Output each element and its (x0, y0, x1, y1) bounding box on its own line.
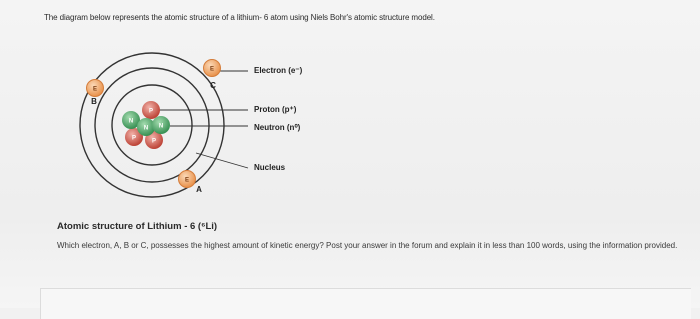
electron-c (204, 60, 221, 77)
electron-b (87, 80, 104, 97)
neutron-right (152, 116, 170, 134)
svg-text:N: N (143, 125, 149, 132)
electron-a-letter: E (184, 177, 190, 184)
answer-box[interactable] (40, 288, 691, 319)
shell-label-b: B (91, 97, 97, 106)
shell-label-c: C (210, 81, 216, 90)
electron-b-letter: E (92, 86, 98, 93)
svg-text:N: N (158, 123, 164, 130)
question-text: Which electron, A, B or C, possesses the highest amount of kinetic energy? Post your answer in the forum and explain it in less than 100 words, using the information provided. (57, 241, 678, 250)
proton-top (142, 101, 160, 119)
neutron-label: Neutron (n⁰) (254, 123, 301, 132)
electron-a (179, 171, 196, 188)
nucleus-label: Nucleus (254, 163, 286, 172)
nucleus (122, 101, 170, 149)
nucleus-leader-line (196, 153, 248, 168)
svg-text:P: P (151, 138, 157, 145)
electron-c-letter: E (209, 66, 215, 73)
intro-text: The diagram below represents the atomic structure of a lithium- 6 atom using Niels Bohr's atomic structure model. (44, 13, 435, 22)
svg-text:P: P (131, 135, 137, 142)
proton-label: Proton (p⁺) (254, 105, 297, 114)
svg-text:P: P (148, 108, 154, 115)
electron-label: Electron (e⁻) (254, 66, 303, 75)
shell-label-a: A (196, 185, 202, 194)
svg-text:N: N (128, 118, 134, 125)
diagram-caption: Atomic structure of Lithium - 6 (⁶Li) (57, 221, 218, 232)
